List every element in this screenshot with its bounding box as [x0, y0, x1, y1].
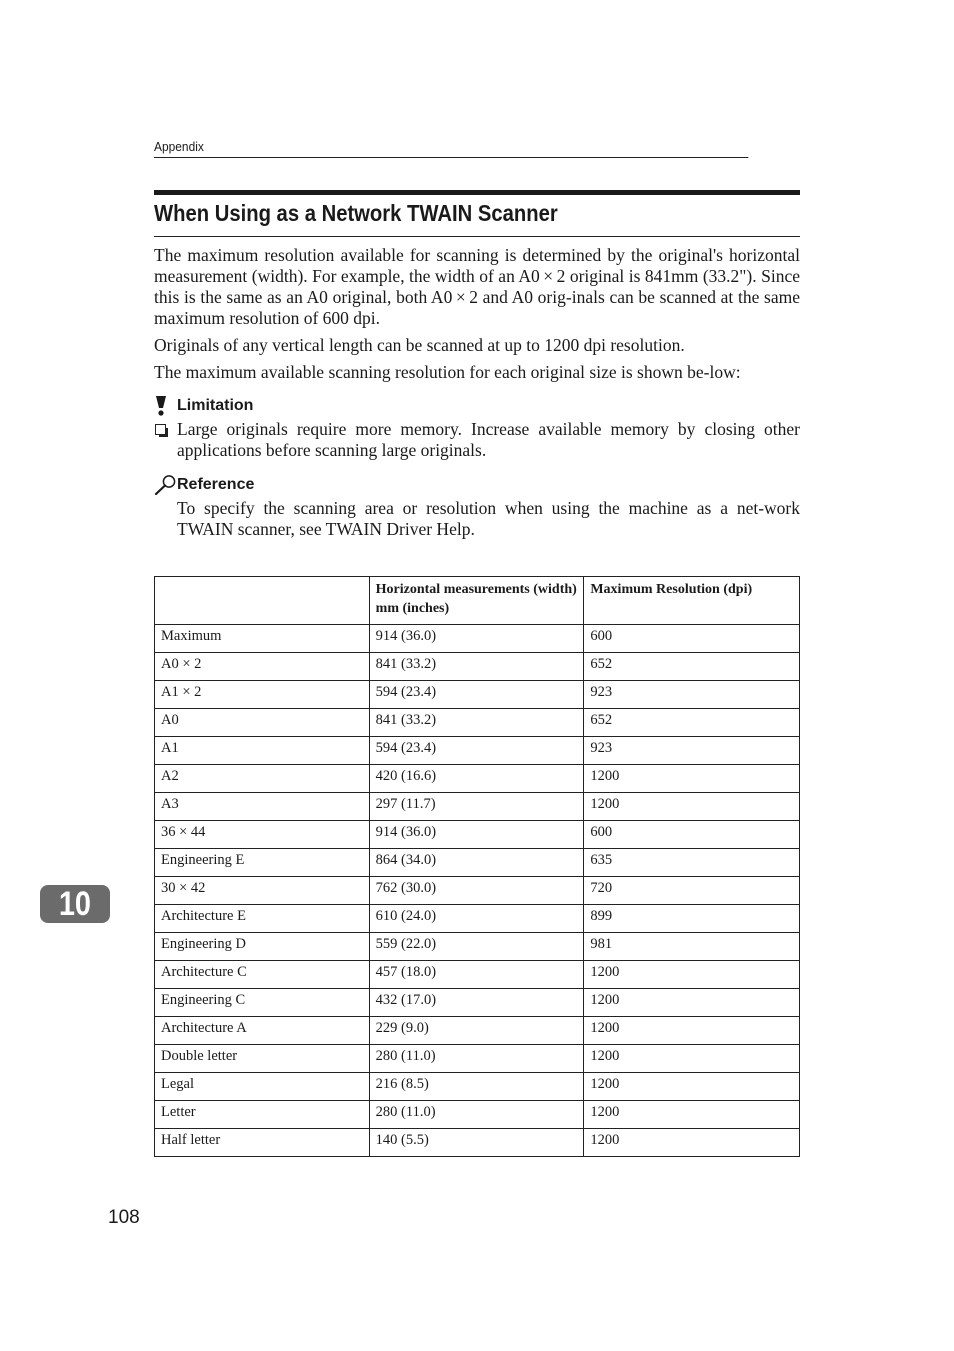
- magnifier-icon: [154, 474, 177, 496]
- cell-max-resolution: 1200: [584, 989, 800, 1017]
- cell-width: 841 (33.2): [369, 709, 584, 737]
- limitation-item: [154, 419, 800, 461]
- cell-original-size: 30 × 42: [155, 877, 370, 905]
- table-row: [155, 681, 800, 709]
- cell-original-size: A1: [155, 737, 370, 765]
- cell-original-size: Half letter: [155, 1129, 370, 1157]
- chapter-number: 10: [58, 884, 92, 923]
- cell-max-resolution: 1200: [584, 961, 800, 989]
- cell-original-size: Architecture A: [155, 1017, 370, 1045]
- cell-width: 420 (16.6): [369, 765, 584, 793]
- cell-max-resolution: 600: [584, 821, 800, 849]
- exclamation-icon: [154, 395, 177, 417]
- cell-original-size: Letter: [155, 1101, 370, 1129]
- table-row: [155, 653, 800, 681]
- cell-width: 594 (23.4): [369, 681, 584, 709]
- limitation-heading: [154, 395, 800, 417]
- table-row: [155, 737, 800, 765]
- table-row: [155, 1045, 800, 1073]
- reference-text: To specify the scanning area or resolution when using the machine as a net-work TWAIN scanner, see TWAIN Driver Help.: [177, 498, 800, 539]
- cell-width: 841 (33.2): [369, 653, 584, 681]
- cell-max-resolution: 635: [584, 849, 800, 877]
- cell-original-size: A0 × 2: [155, 653, 370, 681]
- cell-width: 280 (11.0): [369, 1045, 584, 1073]
- cell-width: 864 (34.0): [369, 849, 584, 877]
- table-row: [155, 1017, 800, 1045]
- table-row: [155, 905, 800, 933]
- cell-width: 432 (17.0): [369, 989, 584, 1017]
- reference-heading: [154, 474, 800, 496]
- cell-max-resolution: 1200: [584, 1073, 800, 1101]
- cell-width: 216 (8.5): [369, 1073, 584, 1101]
- header-cell-resolution: Maximum Resolution (dpi): [584, 577, 800, 625]
- cell-original-size: A3: [155, 793, 370, 821]
- cell-max-resolution: 1200: [584, 1101, 800, 1129]
- table-row: [155, 821, 800, 849]
- cell-max-resolution: 981: [584, 933, 800, 961]
- cell-original-size: Engineering E: [155, 849, 370, 877]
- checkbox-icon: [155, 424, 166, 435]
- table-row: [155, 989, 800, 1017]
- table-header-row: [155, 577, 800, 625]
- table-row: [155, 1129, 800, 1157]
- cell-width: 140 (5.5): [369, 1129, 584, 1157]
- chapter-tab: [40, 885, 110, 923]
- table-row: [155, 961, 800, 989]
- table-row: [155, 849, 800, 877]
- cell-width: 594 (23.4): [369, 737, 584, 765]
- header-cell-width: Horizontal measurements (width) mm (inches): [369, 577, 584, 625]
- cell-max-resolution: 720: [584, 877, 800, 905]
- title-underline: [154, 236, 800, 237]
- header-cell-original: [155, 577, 370, 625]
- cell-original-size: 36 × 44: [155, 821, 370, 849]
- table-row: [155, 709, 800, 737]
- cell-max-resolution: 1200: [584, 1045, 800, 1073]
- cell-max-resolution: 1200: [584, 1017, 800, 1045]
- table-body: [155, 625, 800, 1157]
- section-title: When Using as a Network TWAIN Scanner: [154, 200, 558, 226]
- paragraph-3: The maximum available scanning resolution for each original size is shown be-low:: [154, 362, 741, 382]
- paragraph-1: The maximum resolution available for scanning is determined by the original's horizontal measurement (width). For example, the width of an A0 × 2 original is 841mm (33.2"). Since this is the same as an A0 original, both A0 × 2 and A0 orig-inals can be scanned at the same maximum resolution of 600 dpi.: [154, 245, 800, 328]
- body-text: [154, 245, 800, 540]
- reference-heading-label: Reference: [177, 476, 255, 493]
- cell-max-resolution: 600: [584, 625, 800, 653]
- cell-width: 280 (11.0): [369, 1101, 584, 1129]
- cell-width: 914 (36.0): [369, 821, 584, 849]
- cell-width: 762 (30.0): [369, 877, 584, 905]
- page-number: 108: [108, 1207, 140, 1228]
- cell-max-resolution: 923: [584, 681, 800, 709]
- resolution-table: [154, 576, 800, 1157]
- cell-original-size: A1 × 2: [155, 681, 370, 709]
- cell-max-resolution: 1200: [584, 765, 800, 793]
- cell-original-size: Maximum: [155, 625, 370, 653]
- paragraph-2: Originals of any vertical length can be scanned at up to 1200 dpi resolution.: [154, 335, 685, 355]
- cell-original-size: Architecture C: [155, 961, 370, 989]
- cell-original-size: Engineering D: [155, 933, 370, 961]
- running-head: Appendix: [154, 139, 748, 158]
- table-row: [155, 1101, 800, 1129]
- table-row: [155, 933, 800, 961]
- cell-width: 610 (24.0): [369, 905, 584, 933]
- cell-original-size: Engineering C: [155, 989, 370, 1017]
- cell-original-size: Architecture E: [155, 905, 370, 933]
- cell-width: 229 (9.0): [369, 1017, 584, 1045]
- cell-max-resolution: 923: [584, 737, 800, 765]
- limitation-heading-label: Limitation: [177, 397, 254, 414]
- cell-original-size: A0: [155, 709, 370, 737]
- cell-width: 559 (22.0): [369, 933, 584, 961]
- cell-original-size: Double letter: [155, 1045, 370, 1073]
- table-row: [155, 625, 800, 653]
- table-row: [155, 877, 800, 905]
- cell-original-size: A2: [155, 765, 370, 793]
- cell-max-resolution: 652: [584, 709, 800, 737]
- cell-max-resolution: 1200: [584, 1129, 800, 1157]
- cell-original-size: Legal: [155, 1073, 370, 1101]
- cell-width: 457 (18.0): [369, 961, 584, 989]
- cell-width: 297 (11.7): [369, 793, 584, 821]
- cell-width: 914 (36.0): [369, 625, 584, 653]
- section-rule: [154, 190, 800, 195]
- limitation-item-text: Large originals require more memory. Increase available memory by closing other applications before scanning large originals.: [177, 419, 800, 460]
- cell-max-resolution: 899: [584, 905, 800, 933]
- table-row: [155, 1073, 800, 1101]
- cell-max-resolution: 1200: [584, 793, 800, 821]
- table-row: [155, 765, 800, 793]
- table-row: [155, 793, 800, 821]
- cell-max-resolution: 652: [584, 653, 800, 681]
